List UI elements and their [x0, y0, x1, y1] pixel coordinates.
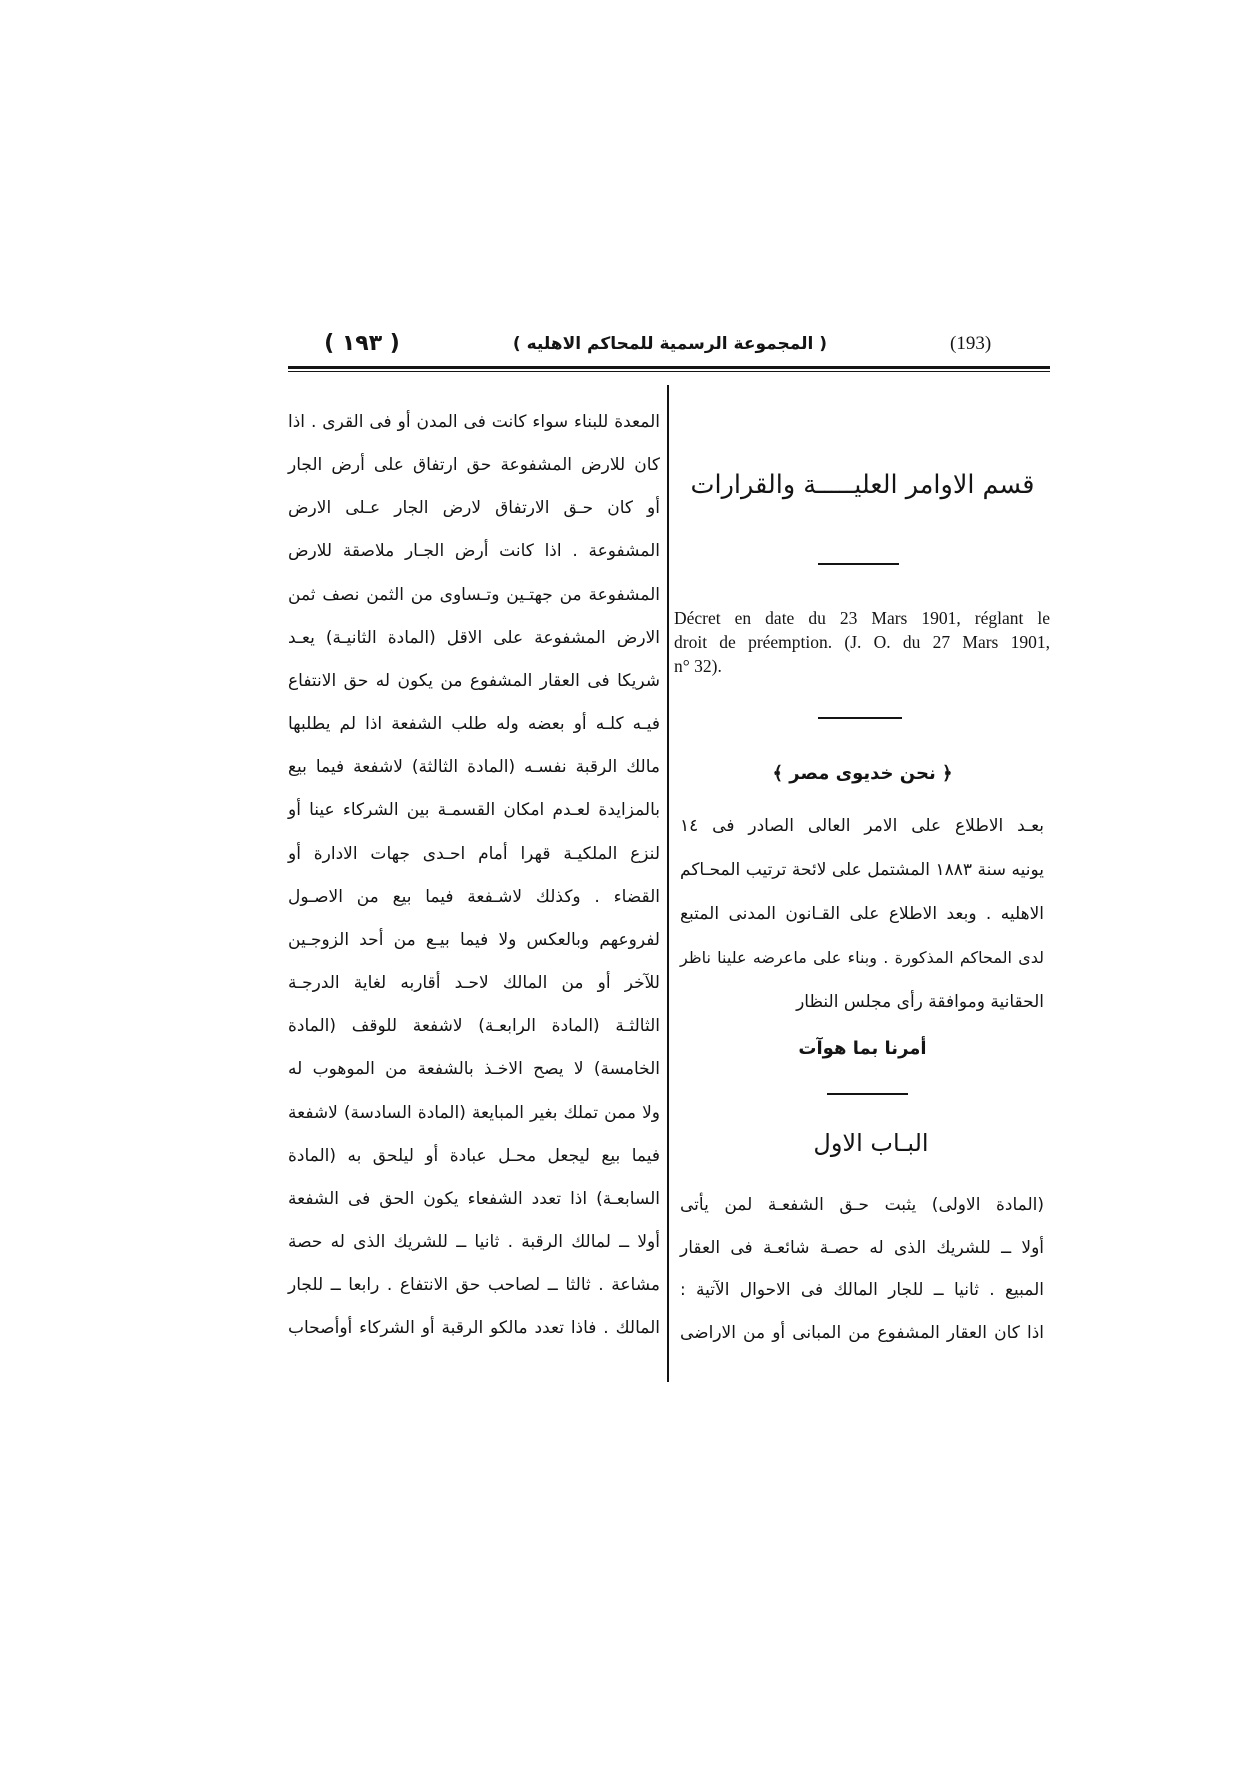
left-column-line: ولا ممن تملك بغير المبايعة (المادة السادسة) لاشفعة: [288, 1102, 660, 1123]
left-column-line: المشفوعة . اذا كانت أرض الجـار ملاصقة للارض: [288, 541, 660, 562]
separator-rule: [827, 1093, 908, 1095]
decree-formula: أمرنا بما هوآت: [798, 1038, 927, 1059]
left-column-line: كان للارض المشفوعة حق ارتفاق على أرض الجار: [288, 455, 660, 476]
left-column-line: المالك . فاذا تعدد مالكو الرقبة أو الشركاء أوأصحاب: [288, 1318, 660, 1339]
chapter-line: (المادة الاولى) يثبت حـق الشفعـة لمن يأتى: [680, 1195, 1044, 1215]
section-title: قسم الاوامر العليـــــة والقرارات: [690, 470, 1035, 500]
french-summary-line: droit de préemption. (J. O. du 27 Mars 1901,: [674, 632, 1050, 652]
header-rule-thick: [288, 366, 1050, 369]
left-column-line: المعدة للبناء سواء كانت فى المدن أو فى القرى . اذا: [288, 412, 660, 432]
left-column-line: للآخر أو من المالك لاحـد أقاربه لغاية الدرجـة: [288, 973, 660, 994]
left-column-line: فيـه كلـه أو بعضه وله طلب الشفعة اذا لم يطلبها: [288, 714, 660, 735]
left-column-line: أو كان حـق الارتفاق لارض الجار عـلى الارض: [288, 498, 660, 519]
left-column-line: بالمزايدة لعـدم امكان القسمـة بين الشركاء عينا أو: [288, 800, 660, 821]
chapter-line: أولا ــ للشريك الذى له حصـة شائعـة فى العقار: [680, 1237, 1044, 1258]
left-column-line: لفروعهم وبالعكس ولا فيما بيـع من أحد الزوجـين: [288, 929, 660, 950]
french-summary-line: Décret en date du 23 Mars 1901, réglant le: [674, 608, 1050, 628]
left-column-line: الارض المشفوعة على الاقل (المادة الثانيـة) يعـد: [288, 627, 660, 648]
left-column-line: الثالثـة (المادة الرابعـة) لاشفعة للوقف (المادة: [288, 1016, 660, 1037]
chapter-line: المبيع . ثانيا ــ للجار المالك فى الاحوال الآتية :: [680, 1280, 1044, 1301]
left-column-line: شريكا فى العقار المشفوع من يكون له حق الانتفاع: [288, 670, 660, 691]
left-column-line: الخامسة) لا يصح الاخـذ بالشفعة من الموهوب له: [288, 1059, 660, 1080]
left-column-line: القضاء . وكذلك لاشـفعة فيما بيع من الاصـول: [288, 886, 660, 907]
page-number-latin: (193): [950, 333, 992, 354]
left-column-line: السابعـة) اذا تعدد الشفعاء يكون الحق فى الشفعة: [288, 1188, 660, 1209]
column-divider: [667, 385, 669, 1382]
preamble-line: الحقانية وموافقة رأى مجلس النظار: [796, 992, 1044, 1012]
preamble-line: لدى المحاكم المذكورة . وبناء على ماعرضه علينا ناظر: [680, 948, 1044, 967]
left-column-line: مشاعة . ثالثا ــ لصاحب حق الانتفاع . رابعا ــ للجار: [288, 1275, 660, 1296]
preamble-line: بعـد الاطلاع على الامر العالى الصادر فى ١٤: [680, 816, 1044, 836]
separator-rule: [818, 563, 899, 565]
left-column-line: فيما بيع ليجعل محـل عبادة أو ليلحق به (المادة: [288, 1145, 660, 1166]
chapter-line: اذا كان العقار المشفوع من المبانى أو من الاراضى: [680, 1323, 1044, 1344]
left-column-line: أولا ــ لمالك الرقبة . ثانيا ــ للشريك الذى له حصة: [288, 1231, 660, 1252]
chapter-paragraph: [680, 1184, 1044, 1355]
page-number-arabic: ( ١٩٣ ): [324, 331, 400, 356]
french-summary-line: n° 32).: [674, 656, 722, 676]
separator-rule: [818, 717, 902, 719]
left-column: [288, 401, 660, 1350]
preamble-paragraph: [680, 804, 1044, 1024]
khedive-heading: ﴿ نحن خديوى مصر ﴾: [772, 763, 953, 784]
header-rule-thin: [288, 371, 1050, 372]
chapter-title: البـاب الاول: [813, 1129, 929, 1157]
preamble-line: الاهليه . وبعد الاطلاع على القـانون المدنى المتبع: [680, 904, 1044, 924]
preamble-line: يونيه سنة ١٨٨٣ المشتمل على لائحة ترتيب المحـاكم: [680, 860, 1044, 880]
left-column-line: المشفوعة من جهتـين وتـساوى من الثمن نصف ثمن: [288, 584, 660, 605]
left-column-line: لنزع الملكيـة قهرا أمام احـدى جهات الادارة أو: [288, 843, 660, 864]
left-column-line: مالك الرقبة نفسـه (المادة الثالثة) لاشفعة فيما بيع: [288, 757, 660, 778]
french-summary: [674, 606, 1050, 678]
running-title: ( المجموعة الرسمية للمحاكم الاهليه ): [512, 334, 828, 354]
